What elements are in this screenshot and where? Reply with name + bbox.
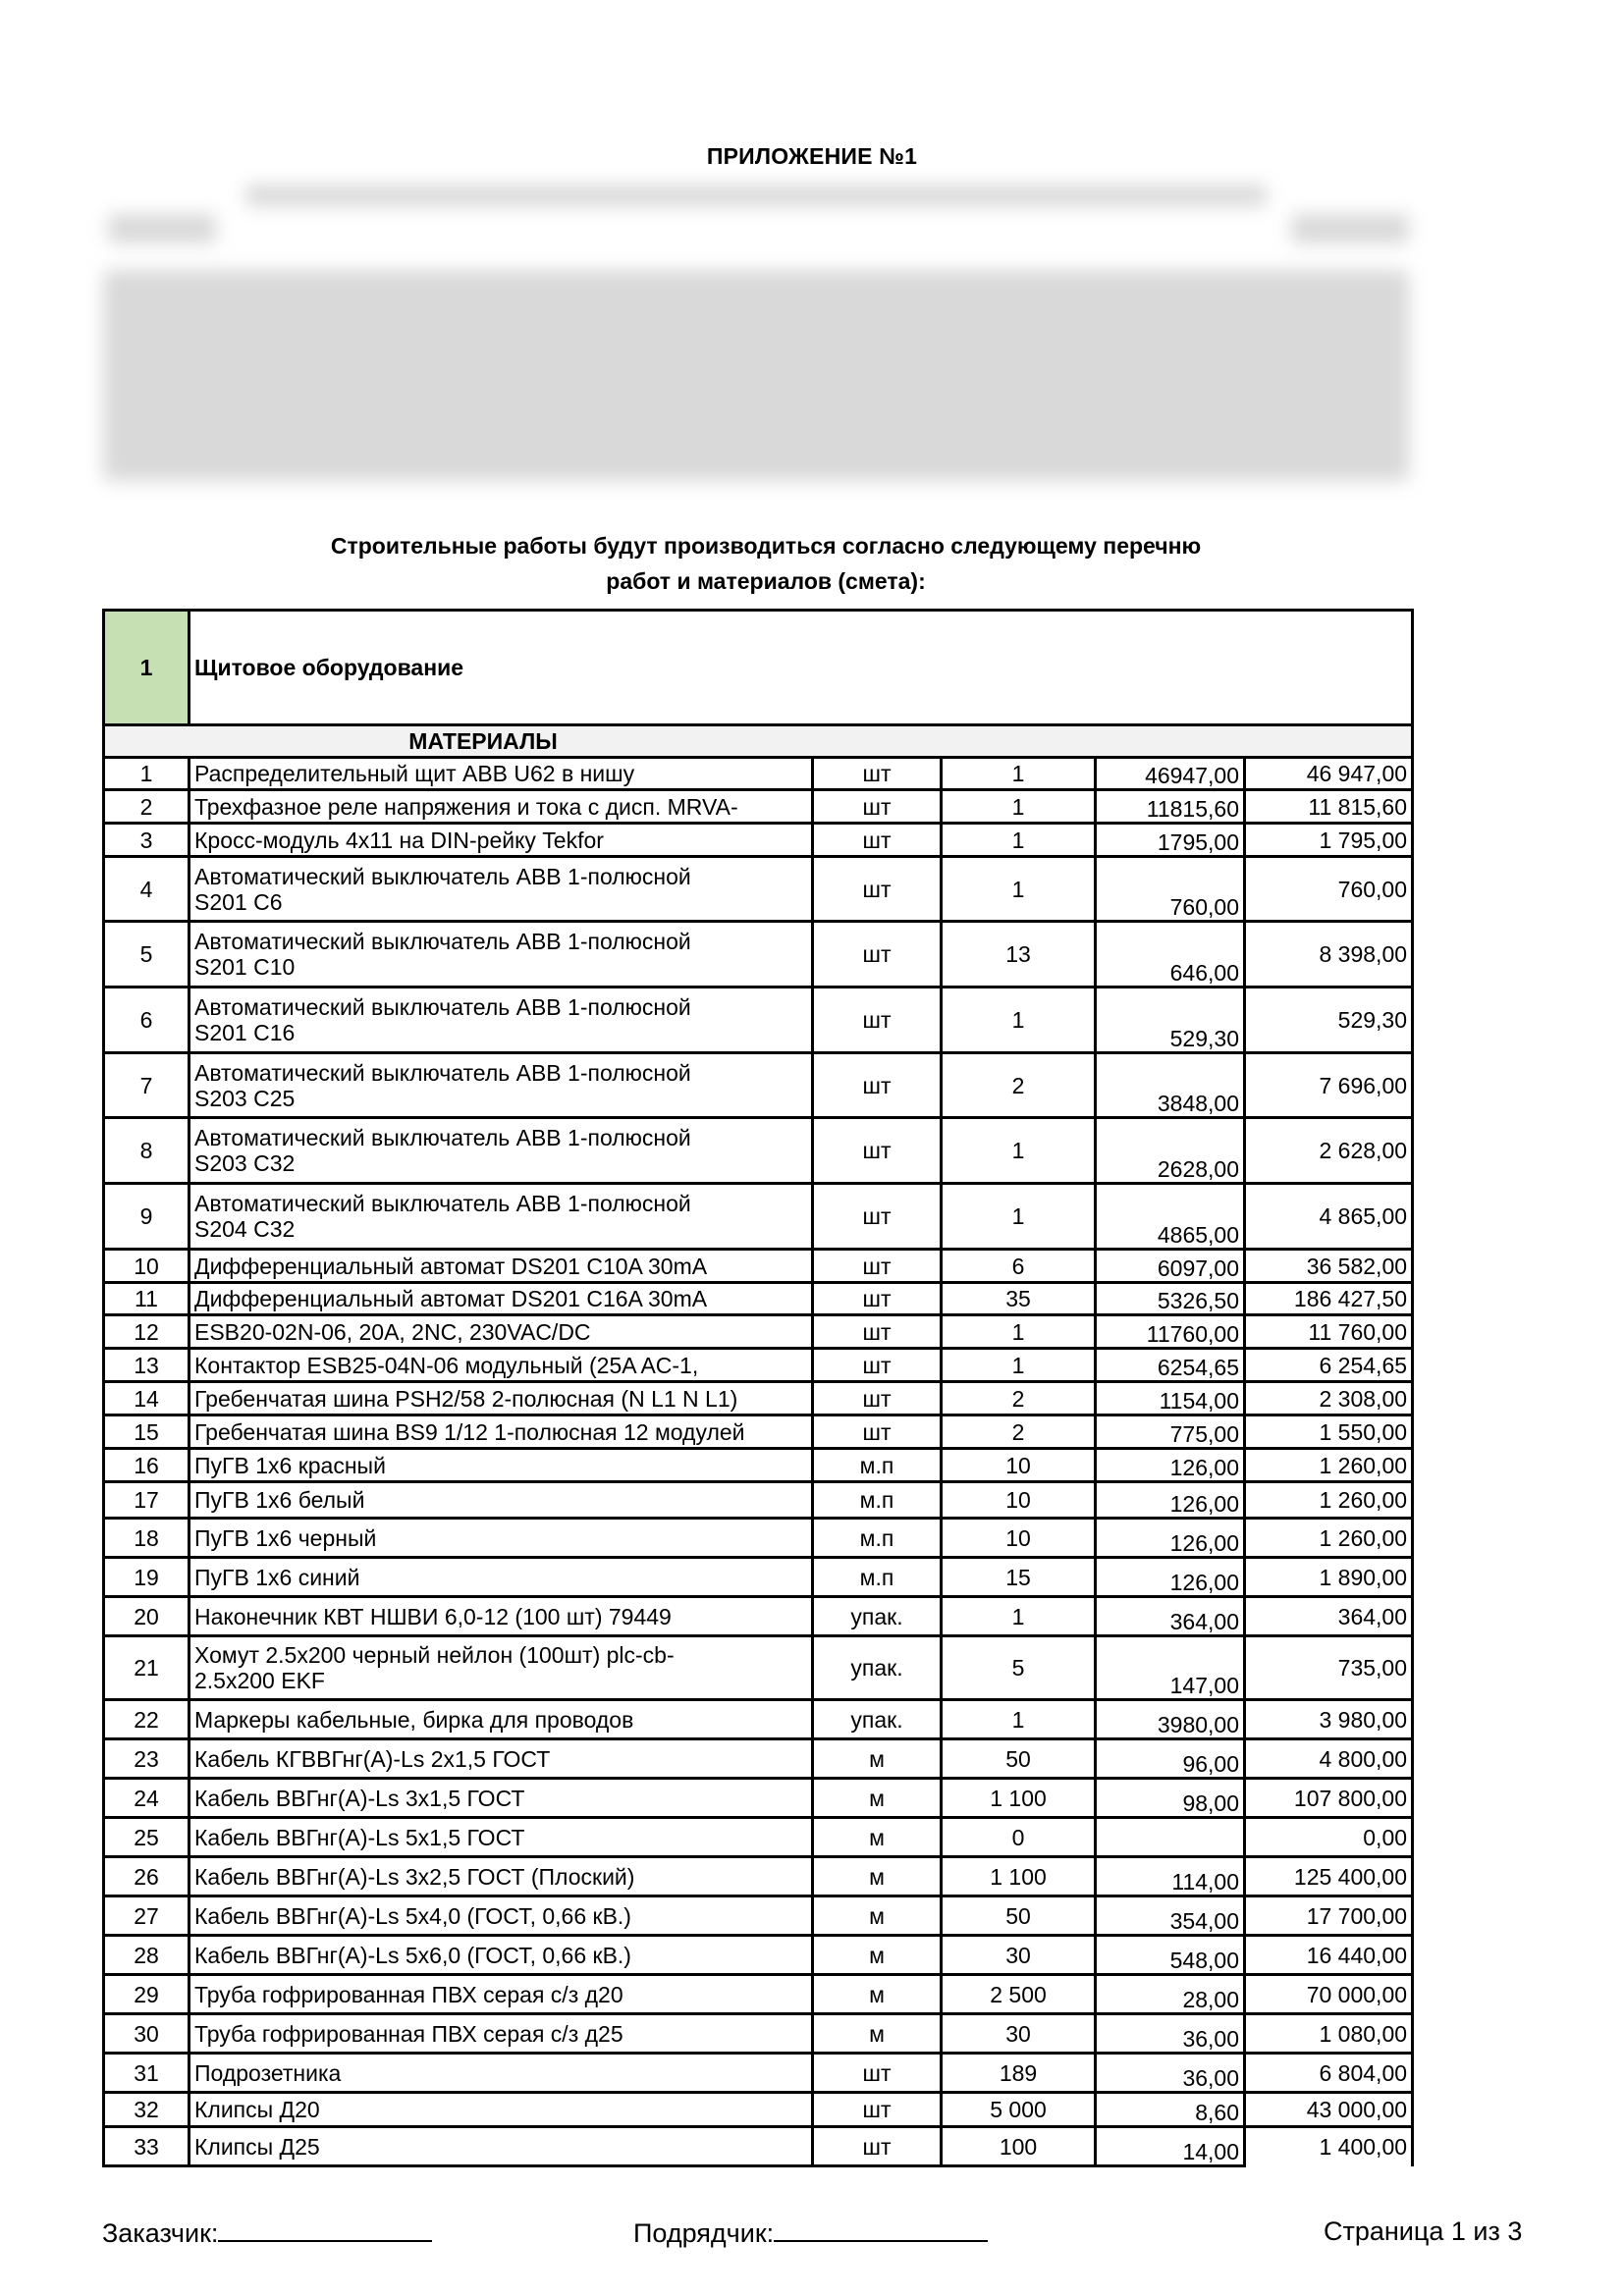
table-row — [104, 1283, 1413, 1315]
row-number: 22 — [104, 1700, 189, 1739]
table-row — [104, 1636, 1413, 1700]
table-row — [104, 1597, 1413, 1636]
unit-price: 11760,00 — [1096, 1315, 1245, 1349]
intro-line-1: Строительные работы будут производиться согласно следующему перечню — [330, 533, 1202, 559]
line-total: 1 795,00 — [1245, 824, 1413, 857]
row-number: 1 — [104, 758, 189, 790]
unit-price: 8,60 — [1096, 2093, 1245, 2127]
unit-price: 147,00 — [1096, 1636, 1245, 1700]
quantity: 1 — [942, 988, 1096, 1053]
line-total: 11 815,60 — [1245, 790, 1413, 824]
table-row — [104, 2014, 1413, 2054]
quantity: 1 100 — [942, 1857, 1096, 1896]
quantity: 189 — [942, 2054, 1096, 2093]
row-number: 4 — [104, 857, 189, 922]
footer-contractor — [633, 2216, 988, 2249]
customer-signature-line — [218, 2216, 432, 2242]
table-row — [104, 1315, 1413, 1349]
item-name: Труба гофрированная ПВХ серая с/з д25 — [189, 2014, 813, 2054]
line-total: 1 080,00 — [1245, 2014, 1413, 2054]
quantity: 1 — [942, 758, 1096, 790]
line-total: 6 254,65 — [1245, 1349, 1413, 1382]
row-number: 2 — [104, 790, 189, 824]
table-row — [104, 824, 1413, 857]
line-total: 186 427,50 — [1245, 1283, 1413, 1315]
row-number: 26 — [104, 1857, 189, 1896]
row-number: 10 — [104, 1250, 189, 1283]
row-number: 27 — [104, 1896, 189, 1936]
item-name: Трехфазное реле напряжения и тока с дисп. MRVA- — [189, 790, 813, 824]
unit-price: 126,00 — [1096, 1449, 1245, 1482]
table-row — [104, 1896, 1413, 1936]
unit-price: 3980,00 — [1096, 1700, 1245, 1739]
unit: упак. — [813, 1636, 942, 1700]
table-row — [104, 922, 1413, 988]
item-name: Кабель ВВГнг(А)-Ls 3х1,5 ГОСТ — [189, 1779, 813, 1818]
quantity: 10 — [942, 1449, 1096, 1482]
row-number: 32 — [104, 2093, 189, 2127]
item-name: Распределительный щит ABB U62 в нишу — [189, 758, 813, 790]
line-total: 1 260,00 — [1245, 1449, 1413, 1482]
table-row — [104, 758, 1413, 790]
line-total: 3 980,00 — [1245, 1700, 1413, 1739]
unit: м — [813, 1975, 942, 2014]
unit: упак. — [813, 1700, 942, 1739]
redacted-left-field — [108, 214, 216, 243]
unit-price: 6254,65 — [1096, 1349, 1245, 1382]
item-name: Кабель ВВГнг(А)-Ls 3х2,5 ГОСТ (Плоский) — [189, 1857, 813, 1896]
unit-price: 646,00 — [1096, 922, 1245, 988]
unit-price: 6097,00 — [1096, 1250, 1245, 1283]
unit-price: 36,00 — [1096, 2014, 1245, 2054]
line-total: 11 760,00 — [1245, 1315, 1413, 1349]
item-name: ПуГВ 1х6 красный — [189, 1449, 813, 1482]
table-row — [104, 1118, 1413, 1184]
line-total: 2 628,00 — [1245, 1118, 1413, 1184]
row-number: 16 — [104, 1449, 189, 1482]
line-total: 70 000,00 — [1245, 1975, 1413, 2014]
row-number: 11 — [104, 1283, 189, 1315]
table-row — [104, 1739, 1413, 1779]
item-name: ПуГВ 1х6 синий — [189, 1558, 813, 1597]
line-total: 529,30 — [1245, 988, 1413, 1053]
row-number: 28 — [104, 1936, 189, 1975]
unit: шт — [813, 1184, 942, 1250]
item-name: Дифференциальный автомат DS201 C10A 30mA — [189, 1250, 813, 1283]
table-row — [104, 857, 1413, 922]
table-row — [104, 1700, 1413, 1739]
unit-price: 529,30 — [1096, 988, 1245, 1053]
row-number: 9 — [104, 1184, 189, 1250]
unit-price: 126,00 — [1096, 1482, 1245, 1519]
unit: шт — [813, 1053, 942, 1118]
table-row — [104, 1857, 1413, 1896]
unit-price: 5326,50 — [1096, 1283, 1245, 1315]
line-total: 1 400,00 — [1245, 2127, 1413, 2166]
row-number: 3 — [104, 824, 189, 857]
unit: м — [813, 1818, 942, 1857]
unit: шт — [813, 790, 942, 824]
line-total: 6 804,00 — [1245, 2054, 1413, 2093]
line-total: 107 800,00 — [1245, 1779, 1413, 1818]
table-row — [104, 1519, 1413, 1558]
line-total: 1 890,00 — [1245, 1558, 1413, 1597]
line-total: 0,00 — [1245, 1818, 1413, 1857]
quantity: 100 — [942, 2127, 1096, 2166]
table-row — [104, 1250, 1413, 1283]
unit-price: 2628,00 — [1096, 1118, 1245, 1184]
item-name: Автоматический выключатель ABB 1-полюсной S203 C25 — [189, 1053, 813, 1118]
section-title: Щитовое оборудование — [189, 611, 1413, 725]
line-total: 4 800,00 — [1245, 1739, 1413, 1779]
item-name: Кабель ВВГнг(А)-Ls 5х4,0 (ГОСТ, 0,66 кВ.) — [189, 1896, 813, 1936]
table-row — [104, 790, 1413, 824]
quantity: 2 500 — [942, 1975, 1096, 2014]
item-name: Кросс-модуль 4x11 на DIN-рейку Tekfor — [189, 824, 813, 857]
customer-label: Заказчик: — [102, 2218, 219, 2248]
item-name: Автоматический выключатель ABB 1-полюсной S204 C32 — [189, 1184, 813, 1250]
item-name: Подрозетника — [189, 2054, 813, 2093]
unit-price: 114,00 — [1096, 1857, 1245, 1896]
line-total: 1 260,00 — [1245, 1482, 1413, 1519]
item-name: Гребенчатая шина BS9 1/12 1-полюсная 12 модулей — [189, 1415, 813, 1449]
row-number: 24 — [104, 1779, 189, 1818]
item-name: Контактор ESB25-04N-06 модульный (25A AC-1, — [189, 1349, 813, 1382]
line-total: 1 260,00 — [1245, 1519, 1413, 1558]
unit: м.п — [813, 1449, 942, 1482]
table-row — [104, 1975, 1413, 2014]
row-number: 21 — [104, 1636, 189, 1700]
table-row — [104, 1779, 1413, 1818]
table-row — [104, 1349, 1413, 1382]
section-number: 1 — [104, 611, 189, 725]
line-total: 17 700,00 — [1245, 1896, 1413, 1936]
quantity: 1 — [942, 857, 1096, 922]
quantity: 30 — [942, 1936, 1096, 1975]
quantity: 1 — [942, 1700, 1096, 1739]
unit-price: 36,00 — [1096, 2054, 1245, 2093]
unit-price: 760,00 — [1096, 857, 1245, 922]
row-number: 14 — [104, 1382, 189, 1415]
section-header-row — [104, 611, 1413, 725]
unit: шт — [813, 1118, 942, 1184]
unit: шт — [813, 758, 942, 790]
unit: м — [813, 2014, 942, 2054]
unit: м — [813, 1739, 942, 1779]
row-number: 7 — [104, 1053, 189, 1118]
row-number: 31 — [104, 2054, 189, 2093]
quantity: 5 000 — [942, 2093, 1096, 2127]
item-name: Кабель ВВГнг(А)-Ls 5х1,5 ГОСТ — [189, 1818, 813, 1857]
item-name: ПуГВ 1х6 белый — [189, 1482, 813, 1519]
unit-price: 46947,00 — [1096, 758, 1245, 790]
line-total: 36 582,00 — [1245, 1250, 1413, 1283]
quantity: 1 — [942, 1184, 1096, 1250]
unit-price: 3848,00 — [1096, 1053, 1245, 1118]
unit: шт — [813, 988, 942, 1053]
item-name: Труба гофрированная ПВХ серая с/з д20 — [189, 1975, 813, 2014]
unit: шт — [813, 1349, 942, 1382]
table-row — [104, 1818, 1413, 1857]
item-name: ПуГВ 1х6 черный — [189, 1519, 813, 1558]
row-number: 8 — [104, 1118, 189, 1184]
item-name: ESB20-02N-06, 20A, 2NC, 230VAC/DC — [189, 1315, 813, 1349]
unit-price: 548,00 — [1096, 1936, 1245, 1975]
quantity: 1 — [942, 1597, 1096, 1636]
quantity: 1 — [942, 1118, 1096, 1184]
quantity: 30 — [942, 2014, 1096, 2054]
contractor-label: Подрядчик: — [633, 2218, 775, 2248]
unit: упак. — [813, 1597, 942, 1636]
item-name: Гребенчатая шина PSH2/58 2-полюсная (N L1 N L1) — [189, 1382, 813, 1415]
line-total: 735,00 — [1245, 1636, 1413, 1700]
table-row — [104, 1053, 1413, 1118]
item-name: Дифференциальный автомат DS201 C16A 30mA — [189, 1283, 813, 1315]
unit: м — [813, 1896, 942, 1936]
unit: шт — [813, 1382, 942, 1415]
item-name: Хомут 2.5x200 черный нейлон (100шт) plc-cb- 2.5x200 EKF — [189, 1636, 813, 1700]
row-number: 23 — [104, 1739, 189, 1779]
unit-price: 96,00 — [1096, 1739, 1245, 1779]
quantity: 10 — [942, 1519, 1096, 1558]
redacted-subheading — [245, 185, 1267, 206]
line-total: 4 865,00 — [1245, 1184, 1413, 1250]
table-row — [104, 2093, 1413, 2127]
page-title: ПРИЛОЖЕНИЕ №1 — [706, 143, 918, 169]
table-row — [104, 2127, 1413, 2166]
quantity: 1 100 — [942, 1779, 1096, 1818]
row-number: 18 — [104, 1519, 189, 1558]
unit: шт — [813, 2054, 942, 2093]
item-name: Клипсы Д25 — [189, 2127, 813, 2166]
item-name: Автоматический выключатель ABB 1-полюсной S201 C6 — [189, 857, 813, 922]
item-name: Автоматический выключатель ABB 1-полюсной S203 C32 — [189, 1118, 813, 1184]
item-name: Автоматический выключатель ABB 1-полюсной S201 C10 — [189, 922, 813, 988]
intro-line-2: работ и материалов (смета): — [606, 568, 926, 594]
unit-price: 354,00 — [1096, 1896, 1245, 1936]
table-row — [104, 1382, 1413, 1415]
unit-price: 775,00 — [1096, 1415, 1245, 1449]
table-row — [104, 988, 1413, 1053]
line-total: 7 696,00 — [1245, 1053, 1413, 1118]
line-total: 1 550,00 — [1245, 1415, 1413, 1449]
redacted-right-field — [1291, 214, 1409, 243]
unit: шт — [813, 1315, 942, 1349]
quantity: 2 — [942, 1415, 1096, 1449]
line-total: 43 000,00 — [1245, 2093, 1413, 2127]
unit: м.п — [813, 1482, 942, 1519]
table-row — [104, 1449, 1413, 1482]
unit-price: 11815,60 — [1096, 790, 1245, 824]
materials-label: МАТЕРИАЛЫ — [104, 725, 1413, 758]
unit: м — [813, 1857, 942, 1896]
quantity: 50 — [942, 1739, 1096, 1779]
row-number: 25 — [104, 1818, 189, 1857]
unit: шт — [813, 922, 942, 988]
unit: м.п — [813, 1519, 942, 1558]
row-number: 33 — [104, 2127, 189, 2166]
quantity: 2 — [942, 1053, 1096, 1118]
row-number: 6 — [104, 988, 189, 1053]
item-name: Кабель ВВГнг(А)-Ls 5х6,0 (ГОСТ, 0,66 кВ.) — [189, 1936, 813, 1975]
unit-price: 1795,00 — [1096, 824, 1245, 857]
row-number: 15 — [104, 1415, 189, 1449]
row-number: 5 — [104, 922, 189, 988]
quantity: 1 — [942, 790, 1096, 824]
row-number: 17 — [104, 1482, 189, 1519]
estimate-table — [102, 609, 1414, 2167]
quantity: 6 — [942, 1250, 1096, 1283]
line-total: 8 398,00 — [1245, 922, 1413, 988]
contractor-signature-line — [774, 2216, 988, 2242]
unit-price: 14,00 — [1096, 2127, 1245, 2166]
unit-price: 126,00 — [1096, 1519, 1245, 1558]
footer-customer — [102, 2216, 432, 2249]
unit: м.п — [813, 1558, 942, 1597]
unit: м — [813, 1936, 942, 1975]
quantity: 15 — [942, 1558, 1096, 1597]
table-row — [104, 1184, 1413, 1250]
table-row — [104, 1936, 1413, 1975]
quantity: 2 — [942, 1382, 1096, 1415]
line-total: 16 440,00 — [1245, 1936, 1413, 1975]
row-number: 29 — [104, 1975, 189, 2014]
unit-price: 364,00 — [1096, 1597, 1245, 1636]
item-name: Автоматический выключатель ABB 1-полюсной S201 C16 — [189, 988, 813, 1053]
unit: шт — [813, 1250, 942, 1283]
quantity: 5 — [942, 1636, 1096, 1700]
unit-price: 1154,00 — [1096, 1382, 1245, 1415]
unit-price: 28,00 — [1096, 1975, 1245, 2014]
unit-price — [1096, 1818, 1245, 1857]
quantity: 0 — [942, 1818, 1096, 1857]
line-total: 46 947,00 — [1245, 758, 1413, 790]
unit-price: 126,00 — [1096, 1558, 1245, 1597]
row-number: 20 — [104, 1597, 189, 1636]
line-total: 760,00 — [1245, 857, 1413, 922]
quantity: 50 — [942, 1896, 1096, 1936]
table-row — [104, 1415, 1413, 1449]
item-name: Кабель КГВВГнг(А)-Ls 2х1,5 ГОСТ — [189, 1739, 813, 1779]
quantity: 10 — [942, 1482, 1096, 1519]
page-number: Страница 1 из 3 — [1324, 2216, 1523, 2246]
quantity: 1 — [942, 1315, 1096, 1349]
redacted-paragraph — [103, 270, 1409, 481]
unit: шт — [813, 2093, 942, 2127]
row-number: 19 — [104, 1558, 189, 1597]
row-number: 12 — [104, 1315, 189, 1349]
line-total: 364,00 — [1245, 1597, 1413, 1636]
unit-price: 4865,00 — [1096, 1184, 1245, 1250]
row-number: 13 — [104, 1349, 189, 1382]
unit: шт — [813, 1415, 942, 1449]
item-name: Клипсы Д20 — [189, 2093, 813, 2127]
item-name: Наконечник КВТ НШВИ 6,0-12 (100 шт) 79449 — [189, 1597, 813, 1636]
quantity: 1 — [942, 1349, 1096, 1382]
unit: м — [813, 1779, 942, 1818]
table-row — [104, 1558, 1413, 1597]
quantity: 13 — [942, 922, 1096, 988]
materials-group-row — [104, 725, 1413, 758]
unit: шт — [813, 824, 942, 857]
unit: шт — [813, 857, 942, 922]
quantity: 1 — [942, 824, 1096, 857]
unit: шт — [813, 1283, 942, 1315]
quantity: 35 — [942, 1283, 1096, 1315]
line-total: 125 400,00 — [1245, 1857, 1413, 1896]
unit: шт — [813, 2127, 942, 2166]
table-row — [104, 2054, 1413, 2093]
unit-price: 98,00 — [1096, 1779, 1245, 1818]
table-row — [104, 1482, 1413, 1519]
row-number: 30 — [104, 2014, 189, 2054]
line-total: 2 308,00 — [1245, 1382, 1413, 1415]
item-name: Маркеры кабельные, бирка для проводов — [189, 1700, 813, 1739]
